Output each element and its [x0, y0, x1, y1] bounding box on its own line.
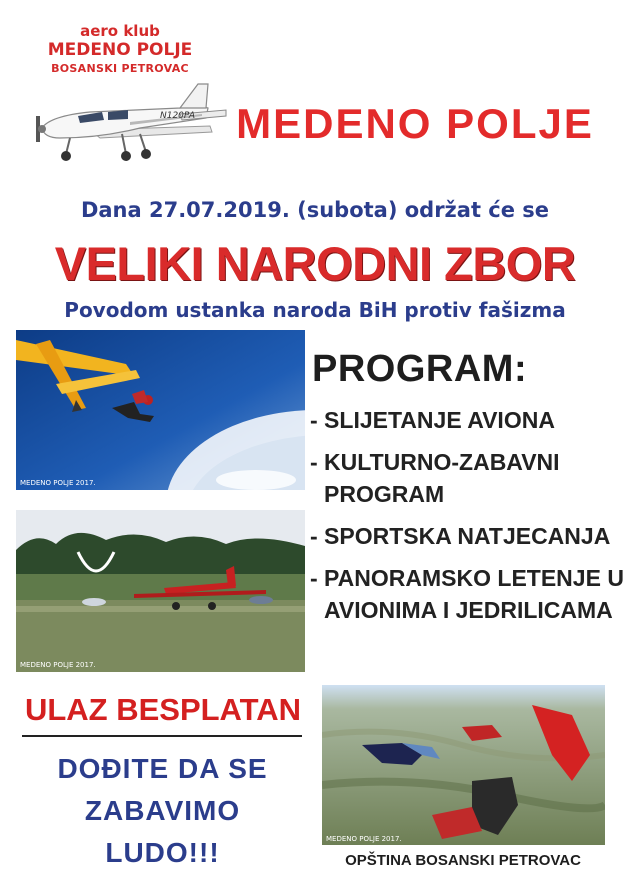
program-title: PROGRAM: [312, 348, 528, 390]
event-date: Dana 27.07.2019. (subota) održat će se [80, 198, 550, 222]
photo-caption: MEDENO POLJE 2017. [20, 661, 96, 669]
program-item: - SPORTSKA NATJECANJA [310, 523, 611, 549]
program-list [310, 404, 630, 636]
program-item: - KULTURNO-ZABAVNI PROGRAM [310, 449, 560, 507]
event-title: VELIKI NARODNI ZBOR [54, 237, 576, 290]
invite-text: DOĐITE DA SE ZABAVIMO LUDO!!! [57, 753, 268, 868]
divider [22, 735, 302, 737]
photo-caption: MEDENO POLJE 2017. [20, 479, 96, 487]
program-item: - SLIJETANJE AVIONA [310, 407, 555, 433]
club-name-line1: aero klub [80, 22, 160, 40]
event-occasion: Povodom ustanka naroda BiH protiv fašizma [64, 298, 566, 322]
photo-caption: MEDENO POLJE 2017. [326, 835, 402, 843]
photo-skydive-plane [16, 330, 305, 490]
municipality-name: OPŠTINA BOSANSKI PETROVAC [345, 852, 581, 869]
plane-registration: N120PA [160, 111, 196, 121]
club-name-line2: MEDENO POLJE [47, 40, 193, 60]
free-entry-notice: ULAZ BESPLATAN [24, 692, 302, 727]
airplane-logo-icon [30, 78, 230, 168]
club-location: BOSANSKI PETROVAC [51, 62, 189, 75]
page-title: MEDENO POLJE [236, 100, 594, 147]
photo-airfield [16, 510, 305, 672]
program-item: - PANORAMSKO LETENJE U AVIONIMA I JEDRILICAMA [310, 565, 624, 623]
photo-formation-skydive [322, 685, 605, 845]
